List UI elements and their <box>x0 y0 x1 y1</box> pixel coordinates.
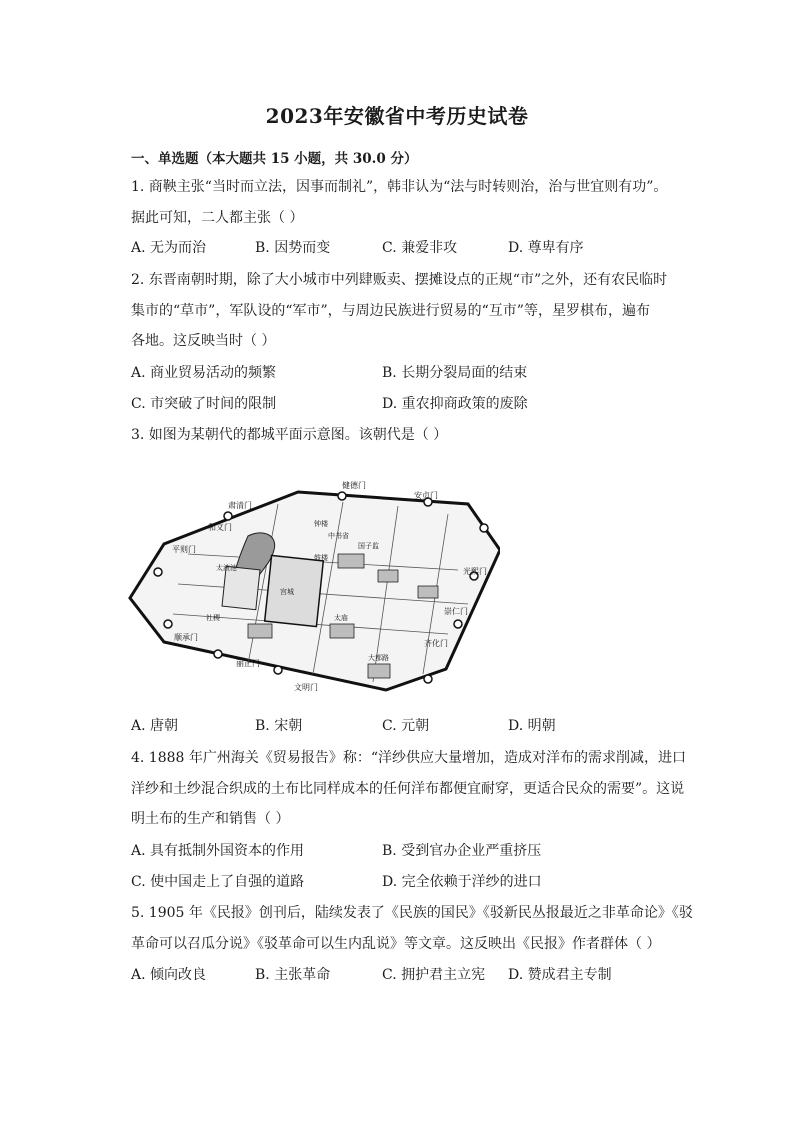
q3-option-c[interactable]: C. 元朝 <box>382 718 430 734</box>
q4-line-3: 明土布的生产和销售（ ） <box>131 811 290 827</box>
q4-option-d[interactable]: D. 完全依赖于洋纱的进口 <box>382 874 542 890</box>
q2-line-3: 各地。这反映当时（ ） <box>131 333 276 349</box>
q5-line-2: 革命可以召瓜分说》《驳革命可以生内乱说》等文章。这反映出《民报》作者群体（ ） <box>131 936 661 952</box>
gate-label: 顺承门 <box>174 633 198 642</box>
gate-label: 文明门 <box>294 683 318 692</box>
q2-option-d[interactable]: D. 重农抑商政策的废除 <box>382 396 528 412</box>
q2-option-a[interactable]: A. 商业贸易活动的频繁 <box>131 365 277 381</box>
q1-option-c[interactable]: C. 兼爱非攻 <box>382 240 458 256</box>
page-title: 2023年安徽省中考历史试卷 <box>265 104 529 128</box>
q3-option-b[interactable]: B. 宋朝 <box>255 718 303 734</box>
q4-line-2: 洋纱和土纱混合织成的土布比同样成本的任何洋布都便宜耐穿，更适合民众的需要”。这说 <box>131 781 685 797</box>
q2-option-b[interactable]: B. 长期分裂局面的结束 <box>382 365 528 381</box>
place-label: 鼓楼 <box>314 554 328 562</box>
q3-option-d[interactable]: D. 明朝 <box>508 718 556 734</box>
q3-line-1: 3. 如图为某朝代的都城平面示意图。该朝代是（ ） <box>131 427 448 443</box>
q1-line-1: 1. 商鞅主张“当时而立法，因事而制礼”，韩非认为“法与时转则治，治与世宜则有功”。 <box>131 179 668 195</box>
gate-label: 肃清门 <box>228 501 252 510</box>
q4-option-a[interactable]: A. 具有抵制外国资本的作用 <box>131 843 305 859</box>
gate-label: 安贞门 <box>414 491 438 500</box>
place-label: 国子监 <box>358 542 379 550</box>
gate-label: 光熙门 <box>463 567 487 576</box>
place-label: 宫城 <box>280 588 294 596</box>
q2-line-1: 2. 东晋南朝时期，除了大小城市中列肆贩卖、摆摊设点的正规“市”之外，还有农民临时 <box>131 272 668 288</box>
q1-option-a[interactable]: A. 无为而治 <box>131 240 207 256</box>
q2-line-2: 集市的“草市”，军队设的“军市”，与周边民族进行贸易的“互市”等，星罗棋布，遍布 <box>131 303 650 319</box>
q5-line-1: 5. 1905 年《民报》创刊后，陆续发表了《民族的国民》《驳新民丛报最近之非革命论》《驳 <box>131 905 693 921</box>
place-label: 太液池 <box>216 564 237 572</box>
city-plan-svg <box>128 474 500 706</box>
q5-option-c[interactable]: C. 拥护君主立宪 <box>382 967 486 983</box>
q5-option-a[interactable]: A. 倾向改良 <box>131 967 207 983</box>
q4-option-c[interactable]: C. 使中国走上了自强的道路 <box>131 874 305 890</box>
q1-option-b[interactable]: B. 因势而变 <box>255 240 331 256</box>
section-heading: 一、单选题（本大题共 15 小题，共 30.0 分） <box>131 151 418 167</box>
q2-option-c[interactable]: C. 市突破了时间的限制 <box>131 396 277 412</box>
gate-label: 丽正门 <box>236 659 260 668</box>
place-label: 中书省 <box>328 532 349 540</box>
gate-label: 齐化门 <box>424 639 448 648</box>
q5-option-b[interactable]: B. 主张革命 <box>255 967 331 983</box>
place-label: 钟楼 <box>314 520 328 528</box>
place-label: 大都路 <box>368 654 389 662</box>
q4-option-b[interactable]: B. 受到官办企业严重挤压 <box>382 843 542 859</box>
place-label: 社稷 <box>206 614 220 622</box>
q1-line-2: 据此可知，二人都主张（ ） <box>131 210 304 226</box>
palace-block <box>265 555 324 626</box>
place-label: 太庙 <box>334 614 348 622</box>
west-palace-block <box>222 566 260 609</box>
gate-label: 健德门 <box>342 481 366 490</box>
gate-label: 崇仁门 <box>444 607 468 616</box>
q1-option-d[interactable]: D. 尊卑有序 <box>508 240 584 256</box>
q5-option-d[interactable]: D. 赞成君主专制 <box>508 967 612 983</box>
q4-line-1: 4. 1888 年广州海关《贸易报告》称：“洋纱供应大量增加，造成对洋布的需求削减，进口 <box>131 750 687 766</box>
capital-city-map <box>128 474 500 706</box>
gate-label: 平则门 <box>172 545 196 554</box>
q3-option-a[interactable]: A. 唐朝 <box>131 718 179 734</box>
gate-label: 和义门 <box>208 523 232 532</box>
